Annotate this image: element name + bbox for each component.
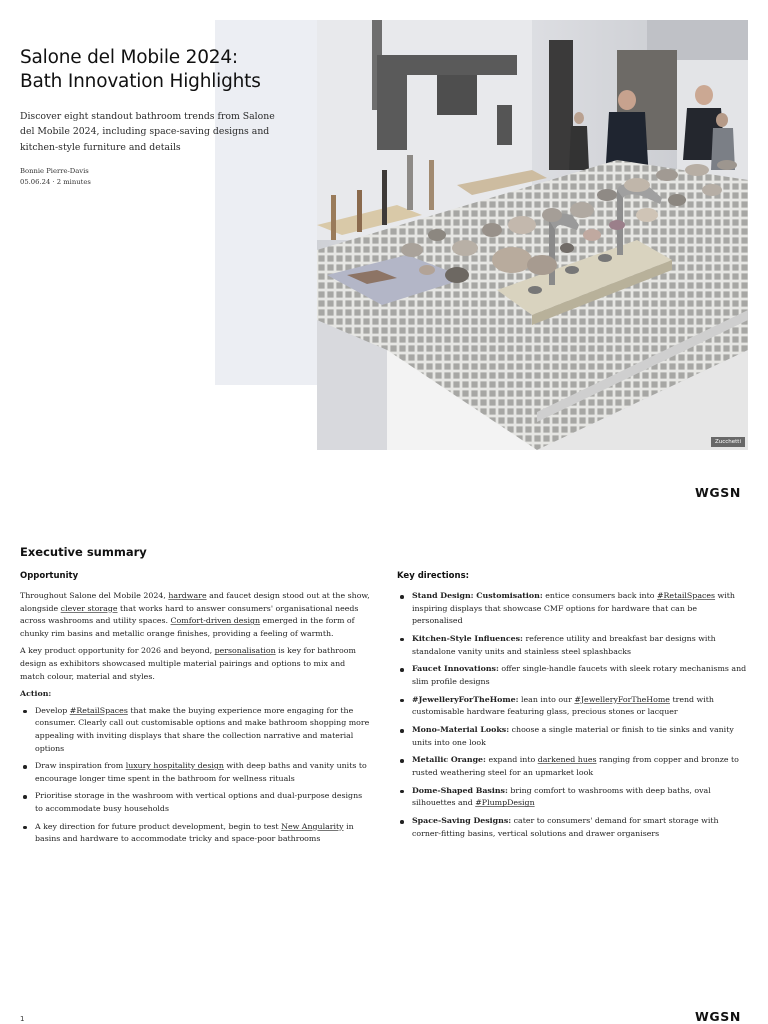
list-item: [397, 590, 749, 628]
link-plump-design[interactable]: #PlumpDesign: [475, 798, 535, 808]
text-run: is key for bathroom design as exhibitors showcased multiple material pairings and options to mix and match colour, material and styles.: [20, 646, 356, 681]
direction-label: Stand Design: Customisation:: [412, 591, 543, 600]
list-item: [397, 633, 749, 658]
text-run: A key direction for future product development, begin to test: [35, 821, 282, 831]
publish-meta: 05.06.24 · 2 minutes: [20, 177, 91, 186]
text-run: expand into: [485, 755, 538, 765]
title-line-2: Bath Innovation Highlights: [20, 71, 261, 92]
list-item: [20, 760, 370, 785]
text-run: A key product opportunity for 2026 and beyond,: [20, 646, 215, 656]
text-run: ranging from copper and bronze to rusted weathering steel for an upmarket look: [412, 755, 739, 778]
text-run: Throughout Salone del Mobile 2024,: [20, 591, 169, 600]
photo-credit: Zucchetti: [711, 437, 745, 447]
text-run: lean into our: [518, 694, 575, 704]
intro-text: Discover eight standout bathroom trends from Salone del Mobile 2024, including space-saving designs and kitchen-style furniture and details: [20, 111, 275, 153]
page-title: [20, 46, 320, 94]
direction-label: #JewelleryForTheHome:: [412, 694, 519, 704]
text-run: that works hard to answer consumers' organisational needs across washrooms and utility spaces.: [20, 603, 359, 626]
wgsn-logo-footer: WGSN: [695, 1009, 741, 1024]
opportunity-paragraph-2: [20, 645, 370, 683]
direction-label: Mono-Material Looks:: [412, 725, 510, 735]
direction-label: Space-Saving Designs:: [412, 816, 512, 826]
text-run: offer single-handle faucets with sleek rotary mechanisms and slim profile designs: [412, 664, 747, 686]
text-run: Develop: [35, 705, 70, 715]
text-run: Draw inspiration from: [35, 761, 126, 771]
list-item: [397, 754, 749, 779]
opportunity-heading: Opportunity: [20, 571, 79, 581]
link-darkened-hues[interactable]: darkened hues: [537, 755, 597, 765]
text-run: trend with customisable hardware featuring glass, precious stones or lacquer: [412, 694, 714, 717]
direction-label: Metallic Orange:: [412, 755, 486, 765]
byline: [20, 166, 91, 187]
executive-summary-heading: Executive summary: [20, 545, 147, 559]
list-item: [397, 663, 749, 688]
text-run: cater to consumers' demand for smart storage with corner-fitting basins, vertical solutions and drawer organisers: [412, 816, 719, 838]
text-run: and faucet design stood out at the show, alongside: [20, 591, 370, 613]
list-item: [397, 815, 749, 840]
title-line-1: Salone del Mobile 2024:: [20, 47, 238, 68]
hero-photo: [317, 20, 748, 450]
list-item: [397, 694, 749, 719]
list-item: [397, 724, 749, 749]
text-run: emerged in the form of chunky rim basins and metallic orange finishes, providing a feeling of warmth.: [20, 616, 355, 638]
text-run: in basins and hardware to accommodate tricky and space-poor bathrooms: [35, 821, 354, 844]
link-luxury-hospitality-design[interactable]: luxury hospitality design: [125, 761, 224, 771]
action-list: [20, 705, 370, 846]
direction-label: Dome-Shaped Basins:: [412, 785, 508, 795]
link-personalisation[interactable]: personalisation: [214, 646, 276, 656]
text-run: bring comfort to washrooms with deep baths, oval silhouettes and: [412, 785, 711, 808]
list-item: [20, 790, 370, 815]
key-directions-heading: Key directions:: [397, 571, 470, 581]
list-item: [20, 705, 370, 755]
link-new-angularity[interactable]: New Angularity: [281, 821, 344, 831]
text-run: with deep baths and vanity units to encourage longer time spent in the bathroom for wellness rituals: [35, 761, 367, 783]
link-retail-spaces[interactable]: #RetailSpaces: [656, 591, 716, 600]
text-run: with inspiring displays that showcase CMF options for hardware that can be personalised: [412, 591, 735, 626]
link-jewellery-for-the-home[interactable]: #JewelleryForTheHome: [574, 694, 670, 704]
wgsn-logo: WGSN: [695, 485, 741, 500]
list-item: [397, 785, 749, 810]
text-run: entice consumers back into: [542, 591, 657, 600]
link-clever-storage[interactable]: clever storage: [60, 603, 118, 613]
opportunity-paragraph-1: [20, 590, 370, 640]
list-item: [20, 821, 370, 846]
link-comfort-driven-design[interactable]: Comfort-driven design: [170, 616, 261, 626]
direction-label: Faucet Innovations:: [412, 664, 499, 674]
key-directions-list: [397, 590, 749, 840]
author-name: Bonnie Pierre-Davis: [20, 167, 89, 175]
text-run: reference utility and breakfast bar designs with standalone vanity units and stainless steel splashbacks: [412, 633, 716, 656]
text-run: Prioritise storage in the washroom with vertical options and dual-purpose designs to accommodate busy households: [35, 791, 363, 813]
link-hardware[interactable]: hardware: [168, 591, 207, 600]
text-run: that make the buying experience more engaging for the consumer. Clearly call out customisable options and make bathroom shopping more appealing with inviting displays that share the collection narrative and material options: [35, 705, 370, 753]
direction-label: Kitchen-Style Influences:: [412, 633, 523, 643]
text-run: choose a single material or finish to tie sinks and vanity units into one look: [412, 725, 734, 747]
action-label: Action:: [20, 689, 52, 699]
page-number: 1: [20, 1015, 25, 1023]
opportunity-column: [20, 590, 370, 851]
link-retail-spaces[interactable]: #RetailSpaces: [69, 705, 128, 715]
key-directions-column: [397, 590, 749, 846]
